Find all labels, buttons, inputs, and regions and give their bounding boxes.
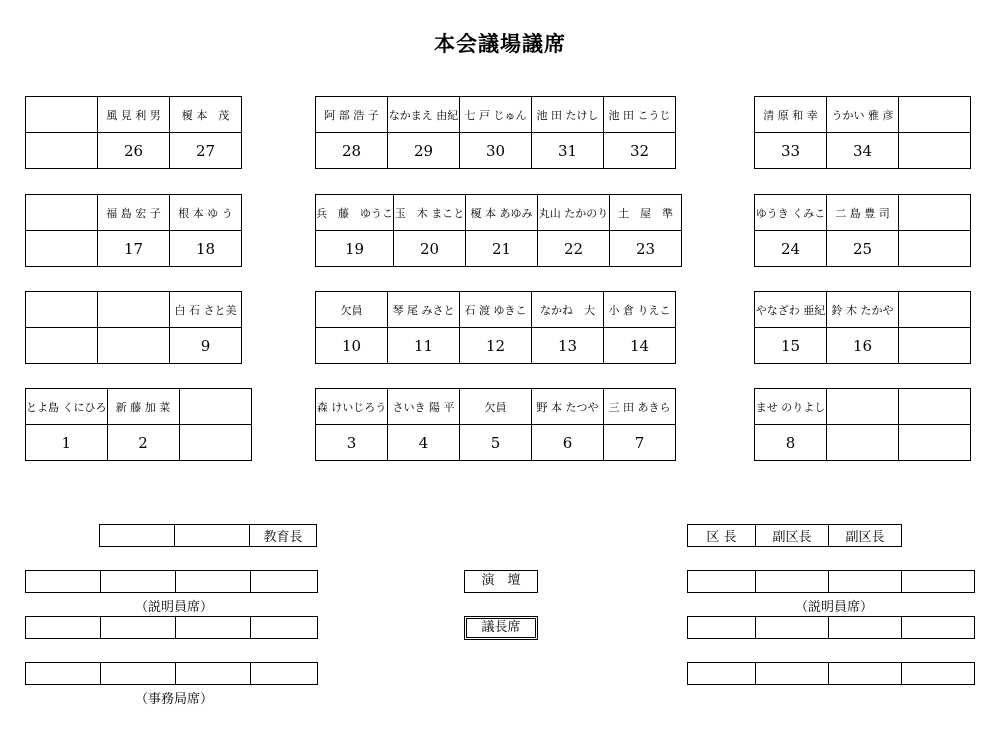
seat-name: うかい 雅 彦 xyxy=(827,97,899,133)
seat-number xyxy=(98,328,170,364)
left-official-cell xyxy=(100,525,175,547)
seat-name: ゆうき くみこ xyxy=(755,195,827,231)
seat-number: 8 xyxy=(755,425,827,461)
seat-number xyxy=(26,133,98,169)
seat-number xyxy=(26,328,98,364)
seat-number: 19 xyxy=(316,231,394,267)
seat-number: 2 xyxy=(107,425,179,461)
seat-block xyxy=(25,194,242,267)
seat-number: 4 xyxy=(388,425,460,461)
seat-number: 1 xyxy=(26,425,108,461)
seat-block xyxy=(25,388,252,461)
seat-name: 土 屋 準 xyxy=(610,195,682,231)
seat-number: 32 xyxy=(604,133,676,169)
seat-name: 阿 部 浩 子 xyxy=(316,97,388,133)
seat-number xyxy=(26,231,98,267)
seat-name xyxy=(899,195,971,231)
left-explainer-row-2 xyxy=(25,616,318,639)
seat-number: 3 xyxy=(316,425,388,461)
right-explainer-row-1 xyxy=(687,570,975,593)
seat-name: 福 島 宏 子 xyxy=(98,195,170,231)
seat-number: 30 xyxy=(460,133,532,169)
right-official-bar xyxy=(687,524,902,547)
seat-name: 池 田 こうじ xyxy=(604,97,676,133)
seat-name: 兵 藤 ゆうこ xyxy=(316,195,394,231)
seat-number: 15 xyxy=(755,328,827,364)
podium: 演 壇 xyxy=(464,570,538,593)
seat-block xyxy=(25,291,242,364)
seat-name xyxy=(899,389,971,425)
seat-name: やなざわ 亜紀 xyxy=(755,292,827,328)
seat-name: ませ のりよし xyxy=(755,389,827,425)
seat-number: 10 xyxy=(316,328,388,364)
seat-number xyxy=(179,425,251,461)
secretariat-label: （事務局席） xyxy=(135,692,214,707)
seat-name xyxy=(26,97,98,133)
seat-number: 26 xyxy=(98,133,170,169)
seat-number: 12 xyxy=(460,328,532,364)
seat-name xyxy=(827,389,899,425)
seat-number: 13 xyxy=(532,328,604,364)
seat-name: 根 本 ゆ う xyxy=(170,195,242,231)
seat-block xyxy=(315,194,682,267)
left-official-bar xyxy=(99,524,317,547)
seat-number xyxy=(899,133,971,169)
seat-block xyxy=(315,388,676,461)
education-chief-cell: 教育長 xyxy=(250,525,317,547)
mayor-cell: 区 長 xyxy=(688,525,756,547)
seat-number: 7 xyxy=(604,425,676,461)
seat-name: 新 藤 加 菜 xyxy=(107,389,179,425)
seat-name: 琴 尾 みさと xyxy=(388,292,460,328)
seat-name: さいき 陽 平 xyxy=(388,389,460,425)
seat-name: 玉 木 まこと xyxy=(394,195,466,231)
seat-block xyxy=(754,388,971,461)
seat-number: 23 xyxy=(610,231,682,267)
seat-number: 6 xyxy=(532,425,604,461)
seat-name: 丸山 たかのり xyxy=(538,195,610,231)
left-explainer-label: （説明員席） xyxy=(135,600,214,615)
page-title: 本会議場議席 xyxy=(434,32,566,56)
seat-name xyxy=(179,389,251,425)
seat-name: とよ島 くにひろ xyxy=(26,389,108,425)
seat-number: 20 xyxy=(394,231,466,267)
deputy-mayor-cell: 副区長 xyxy=(756,525,829,547)
seat-number: 11 xyxy=(388,328,460,364)
left-official-cell xyxy=(175,525,250,547)
seat-name: 榎 本 あゆみ xyxy=(466,195,538,231)
seat-block xyxy=(754,194,971,267)
seat-number xyxy=(899,231,971,267)
seat-name: 石 渡 ゆきこ xyxy=(460,292,532,328)
seat-number: 21 xyxy=(466,231,538,267)
seat-name xyxy=(26,292,98,328)
seat-block xyxy=(754,291,971,364)
chair-seat: 議長席 xyxy=(464,616,538,640)
seat-name: 七 戸 じゅん xyxy=(460,97,532,133)
seat-name: なかね 大 xyxy=(532,292,604,328)
seat-number: 34 xyxy=(827,133,899,169)
seat-number: 24 xyxy=(755,231,827,267)
seat-number: 16 xyxy=(827,328,899,364)
seat-number: 22 xyxy=(538,231,610,267)
seat-name: なかまえ 由紀 xyxy=(388,97,460,133)
seat-name xyxy=(899,292,971,328)
seat-name: 鈴 木 たかや xyxy=(827,292,899,328)
seat-name: 野 本 たつや xyxy=(532,389,604,425)
seat-name: 小 倉 りえこ xyxy=(604,292,676,328)
right-explainer-label: （説明員席） xyxy=(795,600,874,615)
seat-number: 14 xyxy=(604,328,676,364)
deputy-mayor-cell: 副区長 xyxy=(829,525,902,547)
seat-block xyxy=(315,96,676,169)
seat-number: 9 xyxy=(170,328,242,364)
right-explainer-row-2 xyxy=(687,616,975,639)
seat-block xyxy=(754,96,971,169)
seat-name: 風 見 利 男 xyxy=(98,97,170,133)
seat-name: 森 けいじろう xyxy=(316,389,388,425)
seat-number: 18 xyxy=(170,231,242,267)
seat-name: 白 石 さと美 xyxy=(170,292,242,328)
seat-name: 欠員 xyxy=(460,389,532,425)
seat-number: 27 xyxy=(170,133,242,169)
seat-number: 25 xyxy=(827,231,899,267)
seat-name: 池 田 たけし xyxy=(532,97,604,133)
seat-name xyxy=(899,97,971,133)
left-explainer-row-1 xyxy=(25,570,318,593)
seat-number: 31 xyxy=(532,133,604,169)
seat-number: 28 xyxy=(316,133,388,169)
right-explainer-row-3 xyxy=(687,662,975,685)
seat-name xyxy=(98,292,170,328)
seat-number: 29 xyxy=(388,133,460,169)
seat-name: 三 田 あきら xyxy=(604,389,676,425)
seat-block xyxy=(315,291,676,364)
seat-name: 欠員 xyxy=(316,292,388,328)
seat-number: 5 xyxy=(460,425,532,461)
seat-number xyxy=(827,425,899,461)
seat-number xyxy=(899,328,971,364)
seat-name xyxy=(26,195,98,231)
seat-block xyxy=(25,96,242,169)
seat-number: 33 xyxy=(755,133,827,169)
secretariat-row xyxy=(25,662,318,685)
seat-name: 榎 本 茂 xyxy=(170,97,242,133)
seat-number: 17 xyxy=(98,231,170,267)
seat-name: 二 島 豊 司 xyxy=(827,195,899,231)
seat-name: 清 原 和 幸 xyxy=(755,97,827,133)
seat-number xyxy=(899,425,971,461)
